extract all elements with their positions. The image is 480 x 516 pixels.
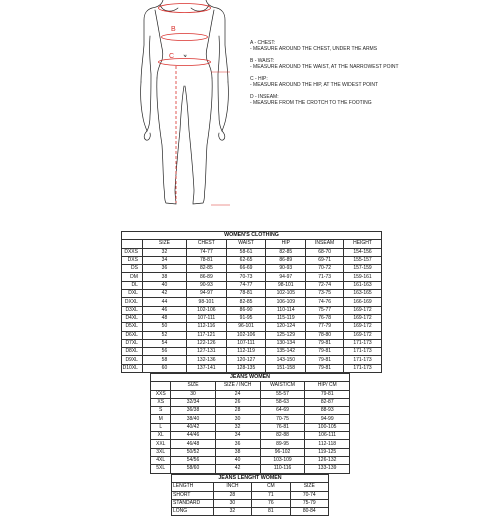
column-header: WAIST [226, 240, 266, 248]
table-row [151, 407, 350, 415]
table-row [122, 273, 382, 281]
table-cell: 78-81 [226, 290, 266, 298]
column-header: HIP/ CM [305, 382, 350, 390]
legend-hip-title: C - HIP: [250, 76, 268, 82]
table-cell: L [151, 423, 171, 431]
table-cell: DL [122, 281, 143, 289]
table-cell: 119-125 [305, 448, 350, 456]
table-cell: 106-109 [266, 298, 306, 306]
table-header-row [172, 483, 329, 491]
column-header: SIZE / INCH [215, 382, 260, 390]
table-cell: 82-85 [186, 265, 226, 273]
table-cell: 54 [142, 339, 186, 347]
table-cell: 79-81 [306, 364, 344, 372]
table-title: JEANS WOMEN [151, 374, 350, 382]
table-cell: 82-85 [226, 298, 266, 306]
table-row [151, 465, 350, 473]
table-cell: 46 [142, 306, 186, 314]
table-cell: 169-172 [344, 323, 382, 331]
table-row [172, 499, 329, 507]
table-cell: M [151, 415, 171, 423]
table-cell: 86-89 [266, 256, 306, 264]
table-cell: 86-89 [186, 273, 226, 281]
table-cell: 50 [142, 323, 186, 331]
table-cell: 44 [142, 298, 186, 306]
table-cell: 102-105 [266, 290, 306, 298]
table-row [122, 314, 382, 322]
table-row [122, 298, 382, 306]
table-cell: 56 [142, 348, 186, 356]
table-cell: 112-116 [186, 323, 226, 331]
table-cell: 100-105 [305, 423, 350, 431]
table-cell: 128-135 [226, 364, 266, 372]
table-title: JEANS LENGHT WOMEN [172, 475, 329, 483]
table-cell: 71 [252, 491, 290, 499]
table-cell: 127-131 [186, 348, 226, 356]
table-row [122, 364, 382, 372]
legend-hip-desc: - MEASURE AROUND THE HIP, AT THE WIDEST POINT [250, 82, 379, 89]
table-cell: 102-106 [226, 331, 266, 339]
table-cell: 28 [213, 491, 251, 499]
table-cell: 112-119 [226, 348, 266, 356]
table-cell: 157-159 [344, 265, 382, 273]
table-cell: LONG [172, 508, 214, 516]
table-cell: 66-69 [226, 265, 266, 273]
table-cell: 90-93 [266, 265, 306, 273]
table-cell: 36 [215, 440, 260, 448]
table-cell: D9XL [122, 356, 143, 364]
table-cell: D8XL [122, 348, 143, 356]
column-header: HEIGHT [344, 240, 382, 248]
table-cell: 133-139 [305, 465, 350, 473]
jeans-women-table [150, 373, 350, 474]
table-cell: 32 [213, 508, 251, 516]
table-cell: 137-141 [186, 364, 226, 372]
table-row [122, 306, 382, 314]
table-cell: 76-81 [260, 423, 305, 431]
table-cell: 115-119 [266, 314, 306, 322]
table-cell: 50/52 [171, 448, 215, 456]
table-cell: 80-84 [290, 508, 329, 516]
table-row [122, 323, 382, 331]
table-row [122, 331, 382, 339]
table-cell: XXS [151, 390, 171, 398]
table-cell: 125-129 [266, 331, 306, 339]
table-cell: 126-132 [305, 456, 350, 464]
table-row [151, 415, 350, 423]
table-header-row [122, 240, 382, 248]
table-cell: DXL [122, 290, 143, 298]
column-header [151, 382, 171, 390]
table-cell: 82-85 [266, 248, 306, 256]
column-header: WAIST/CM [260, 382, 305, 390]
table-cell: 79-81 [306, 339, 344, 347]
jeans-length-women-table [171, 474, 329, 516]
table-cell: 94-97 [186, 290, 226, 298]
table-cell: 70-72 [306, 265, 344, 273]
table-cell: 58-63 [260, 398, 305, 406]
table-cell: 112-118 [305, 440, 350, 448]
table-cell: 64-69 [260, 407, 305, 415]
table-title: WOMEN'S CLOTHING [122, 232, 382, 240]
table-cell: 30 [213, 499, 251, 507]
table-cell: 96-102 [260, 448, 305, 456]
table-row [122, 248, 382, 256]
table-cell: 32 [142, 248, 186, 256]
table-cell: 55-57 [260, 390, 305, 398]
table-cell: 32/34 [171, 398, 215, 406]
table-cell: XL [151, 432, 171, 440]
table-cell: D4XL [122, 314, 143, 322]
table-cell: 103-109 [260, 456, 305, 464]
table-cell: 82-87 [305, 398, 350, 406]
column-header: SIZE [290, 483, 329, 491]
legend-chest-title: A - CHEST: [250, 40, 276, 46]
table-cell: 58/60 [171, 465, 215, 473]
table-cell: 102-106 [186, 306, 226, 314]
column-header: SIZE [142, 240, 186, 248]
table-cell: 110-116 [260, 465, 305, 473]
table-row [122, 281, 382, 289]
table-cell: 151-158 [266, 364, 306, 372]
table-row [122, 356, 382, 364]
table-cell: 78-81 [186, 256, 226, 264]
legend-waist-desc: - MEASURE AROUND THE WAIST, AT THE NARROWEST POINT [250, 64, 399, 71]
table-cell: 70-75 [260, 415, 305, 423]
table-cell: 90-93 [186, 281, 226, 289]
table-cell: 46/48 [171, 440, 215, 448]
table-cell: 60 [142, 364, 186, 372]
table-cell: 166-169 [344, 298, 382, 306]
legend-inseam-title: D - INSEAM: [250, 94, 279, 100]
table-cell: 110-114 [266, 306, 306, 314]
measurement-legend [250, 40, 377, 52]
table-cell: 79-81 [306, 356, 344, 364]
table-cell: 120-124 [266, 323, 306, 331]
column-header: SIZE [171, 382, 215, 390]
table-cell: 70-74 [290, 491, 329, 499]
table-cell: 40 [142, 281, 186, 289]
table-cell: 26 [215, 398, 260, 406]
table-cell: D7XL [122, 339, 143, 347]
table-cell: 69-71 [306, 256, 344, 264]
column-header: INSEAM [306, 240, 344, 248]
table-cell: 74-76 [306, 298, 344, 306]
table-cell: 135-142 [266, 348, 306, 356]
table-cell: 94-99 [305, 415, 350, 423]
table-cell: 120-127 [226, 356, 266, 364]
table-cell: 82-88 [260, 432, 305, 440]
table-row [122, 290, 382, 298]
table-cell: 77-79 [306, 323, 344, 331]
table-cell: 171-173 [344, 339, 382, 347]
table-cell: 75-77 [306, 306, 344, 314]
table-header-row [151, 382, 350, 390]
table-cell: 91-95 [226, 314, 266, 322]
table-row [151, 390, 350, 398]
table-cell: S [151, 407, 171, 415]
table-cell: 44/46 [171, 432, 215, 440]
table-cell: 88-93 [305, 407, 350, 415]
table-cell: 122-126 [186, 339, 226, 347]
table-cell: 54/56 [171, 456, 215, 464]
table-cell: 32 [215, 423, 260, 431]
table-cell: 76 [252, 499, 290, 507]
table-cell: 34 [142, 256, 186, 264]
column-header [122, 240, 143, 248]
table-row [151, 423, 350, 431]
table-cell: D10XL [122, 364, 143, 372]
table-cell: 68-70 [306, 248, 344, 256]
table-row [172, 491, 329, 499]
table-row [151, 448, 350, 456]
table-cell: DXXS [122, 248, 143, 256]
table-cell: 96-101 [226, 323, 266, 331]
table-cell: 169-172 [344, 314, 382, 322]
table-cell: DS [122, 265, 143, 273]
column-header: CM [252, 483, 290, 491]
table-cell: 143-150 [266, 356, 306, 364]
table-cell: 79-81 [306, 348, 344, 356]
table-row [122, 348, 382, 356]
legend-waist-title: B - WAIST: [250, 58, 275, 64]
column-header: HIP [266, 240, 306, 248]
table-cell: 62-65 [226, 256, 266, 264]
table-row [122, 265, 382, 273]
table-cell: 79-81 [305, 390, 350, 398]
table-cell: 107-111 [186, 314, 226, 322]
table-row [151, 456, 350, 464]
table-cell: 30 [171, 390, 215, 398]
table-row [122, 339, 382, 347]
table-cell: 48 [142, 314, 186, 322]
table-cell: 38/40 [171, 415, 215, 423]
table-cell: 159-161 [344, 273, 382, 281]
table-cell: STANDARD [172, 499, 214, 507]
measurement-legend [250, 76, 378, 88]
table-cell: 70-73 [226, 273, 266, 281]
table-cell: 89-95 [260, 440, 305, 448]
table-cell: 169-172 [344, 331, 382, 339]
table-cell: 42 [215, 465, 260, 473]
table-cell: 81 [252, 508, 290, 516]
table-row [151, 398, 350, 406]
table-cell: XXL [151, 440, 171, 448]
table-cell: 34 [215, 432, 260, 440]
marker-b: B [171, 26, 176, 33]
table-cell: 98-101 [186, 298, 226, 306]
womens-clothing-table [121, 231, 382, 373]
table-cell: 3XL [151, 448, 171, 456]
table-cell: 161-163 [344, 281, 382, 289]
marker-c: C [169, 53, 175, 60]
table-cell: 75-79 [290, 499, 329, 507]
table-cell: 42 [142, 290, 186, 298]
table-cell: 171-173 [344, 348, 382, 356]
table-cell: 71-73 [306, 273, 344, 281]
table-cell: 58-61 [226, 248, 266, 256]
table-row [151, 440, 350, 448]
table-cell: 76-78 [306, 314, 344, 322]
column-header: INCH [213, 483, 251, 491]
table-cell: 40 [215, 456, 260, 464]
table-cell: 36/38 [171, 407, 215, 415]
table-cell: 74-77 [186, 248, 226, 256]
table-cell: 86-90 [226, 306, 266, 314]
table-cell: 73-75 [306, 290, 344, 298]
table-cell: 24 [215, 390, 260, 398]
table-cell: 154-156 [344, 248, 382, 256]
table-cell: 38 [215, 448, 260, 456]
table-cell: SHORT [172, 491, 214, 499]
table-cell: 30 [215, 415, 260, 423]
table-cell: 94-97 [266, 273, 306, 281]
table-cell: D3XL [122, 306, 143, 314]
table-cell: 28 [215, 407, 260, 415]
table-cell: 5XL [151, 465, 171, 473]
table-cell: D5XL [122, 323, 143, 331]
table-cell: 72-74 [306, 281, 344, 289]
table-cell: DXXL [122, 298, 143, 306]
table-cell: 155-157 [344, 256, 382, 264]
table-cell: 40/42 [171, 423, 215, 431]
table-cell: 38 [142, 273, 186, 281]
table-cell: 4XL [151, 456, 171, 464]
table-cell: 171-173 [344, 364, 382, 372]
table-cell: 106-111 [305, 432, 350, 440]
body-measurement-figure [0, 0, 480, 222]
table-cell: 107-111 [226, 339, 266, 347]
table-cell: 52 [142, 331, 186, 339]
table-cell: D6XL [122, 331, 143, 339]
column-header: LENGTH [172, 483, 214, 491]
measurement-legend [250, 94, 372, 106]
table-cell: 171-173 [344, 356, 382, 364]
table-cell: DXS [122, 256, 143, 264]
legend-inseam-desc: - MEASURE FROM THE CROTCH TO THE FOOTING [250, 100, 372, 107]
table-row [151, 432, 350, 440]
column-header: CHEST [186, 240, 226, 248]
table-cell: 132-136 [186, 356, 226, 364]
table-cell: 78-80 [306, 331, 344, 339]
table-cell: XS [151, 398, 171, 406]
table-cell: 74-77 [226, 281, 266, 289]
table-cell: 98-101 [266, 281, 306, 289]
table-cell: 117-121 [186, 331, 226, 339]
measurement-legend [250, 58, 399, 70]
table-cell: 163-165 [344, 290, 382, 298]
table-cell: DM [122, 273, 143, 281]
legend-chest-desc: - MEASURE AROUND THE CHEST, UNDER THE ARMS [250, 46, 378, 53]
table-cell: 36 [142, 265, 186, 273]
table-row [122, 256, 382, 264]
table-cell: 169-172 [344, 306, 382, 314]
table-cell: 130-134 [266, 339, 306, 347]
table-cell: 58 [142, 356, 186, 364]
